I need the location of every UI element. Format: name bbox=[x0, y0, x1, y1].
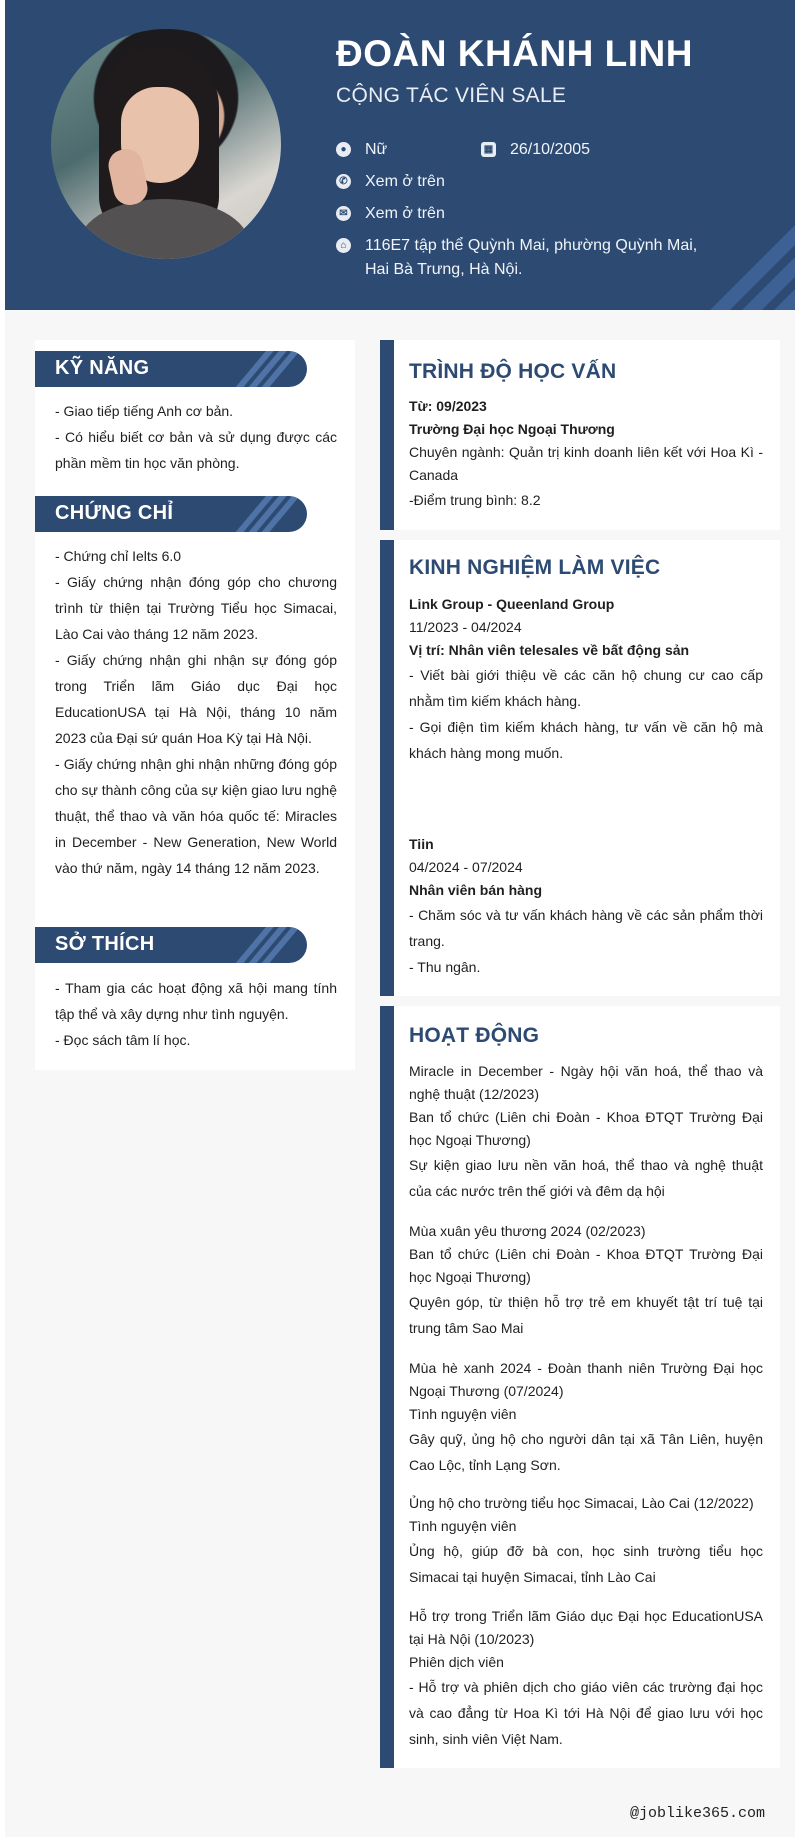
activity-role: Ban tổ chức (Liên chi Đoàn - Khoa ĐTQT Trường Đại học Ngoại Thương) bbox=[409, 1109, 763, 1148]
list-item: - Thu ngân. bbox=[409, 959, 481, 975]
list-item: - Chứng chỉ Ielts 6.0 bbox=[55, 548, 182, 564]
skills-heading: KỸ NĂNG bbox=[35, 351, 307, 387]
activity-item bbox=[409, 1357, 763, 1478]
certificates-list bbox=[55, 543, 337, 881]
activity-role: Ban tổ chức (Liên chi Đoàn - Khoa ĐTQT Trường Đại học Ngoại Thương) bbox=[409, 1246, 763, 1285]
activity-name: Mùa xuân yêu thương 2024 (02/2023) bbox=[409, 1223, 646, 1239]
activity-desc: - Hỗ trợ và phiên dịch cho giáo viên các trường đại học và cao đẳng từ Hoa Kì tới Hà Nội để giao lưu với học sinh, sinh viên Việt Nam. bbox=[409, 1679, 763, 1747]
address-line-1: 116E7 tập thể Quỳnh Mai, phường Quỳnh Mai, bbox=[365, 237, 698, 254]
education-school: Trường Đại học Ngoại Thương bbox=[409, 421, 615, 437]
list-item: - Giấy chứng nhận đóng góp cho chương trình từ thiện tại Trường Tiểu học Simacai, Lào Cai vào tháng 12 năm 2023. bbox=[55, 574, 337, 642]
birthdate-value: 26/10/2005 bbox=[510, 141, 591, 158]
cv-header bbox=[5, 0, 795, 310]
skills-list bbox=[55, 398, 337, 476]
activity-item bbox=[409, 1060, 763, 1204]
avatar bbox=[51, 29, 281, 259]
job-company: Link Group - Queenland Group bbox=[409, 596, 615, 612]
user-icon: ● bbox=[336, 142, 351, 157]
certificates-heading: CHỨNG CHỈ bbox=[35, 496, 307, 532]
job-duties bbox=[409, 662, 763, 766]
education-section bbox=[380, 340, 780, 530]
hobbies-list bbox=[55, 975, 337, 1053]
list-item: - Gọi điện tìm kiếm khách hàng, tư vấn về căn hộ mà khách hàng mong muốn. bbox=[409, 719, 763, 761]
activity-role: Tình nguyện viên bbox=[409, 1406, 517, 1422]
email-value: Xem ở trên bbox=[365, 205, 445, 222]
activity-item bbox=[409, 1220, 763, 1341]
phone-value: Xem ở trên bbox=[365, 173, 445, 190]
job-company: Tiin bbox=[409, 836, 434, 852]
cv-page bbox=[5, 0, 795, 1837]
list-item: - Đọc sách tâm lí học. bbox=[55, 1032, 191, 1048]
experience-title: KINH NGHIỆM LÀM VIỆC bbox=[409, 556, 661, 579]
activity-desc: Sự kiện giao lưu nền văn hoá, thể thao và nghệ thuật của các nước trên thế giới và đêm dạ hội bbox=[409, 1157, 763, 1199]
list-item: - Giấy chứng nhận ghi nhận những đóng góp cho sự thành công của sự kiện giao lưu nghệ thuật, thể thao và văn hóa quốc tế: Miracles in December - New Generation, New World vào thứ năm, ngày 14 tháng 12 năm 2023. bbox=[55, 756, 337, 876]
activity-item bbox=[409, 1605, 763, 1752]
mail-icon: ✉ bbox=[336, 206, 351, 221]
list-item: - Có hiểu biết cơ bản và sử dụng được các phần mềm tin học văn phòng. bbox=[55, 429, 337, 471]
phone-info bbox=[336, 170, 445, 194]
job-period: 11/2023 - 04/2024 bbox=[409, 619, 522, 635]
activities-section bbox=[380, 1006, 780, 1768]
job-period: 04/2024 - 07/2024 bbox=[409, 859, 523, 875]
education-major: Chuyên ngành: Quản trị kinh doanh liên kết với Hoa Kì - Canada bbox=[409, 444, 763, 483]
list-item: - Giấy chứng nhận ghi nhận sự đóng góp trong Triển lãm Giáo dục Đại học EducationUSA tại Hà Nội, tháng 10 năm 2023 của Đại sứ quán Hoa Kỳ tại Hà Nội. bbox=[55, 652, 337, 746]
candidate-role: CỘNG TÁC VIÊN SALE bbox=[336, 84, 567, 107]
phone-icon: ✆ bbox=[336, 174, 351, 189]
gender-info bbox=[336, 138, 387, 162]
candidate-name: ĐOÀN KHÁNH LINH bbox=[336, 33, 693, 74]
education-gpa: -Điểm trung bình: 8.2 bbox=[409, 492, 541, 508]
gender-value: Nữ bbox=[365, 141, 388, 158]
hobbies-heading: SỞ THÍCH bbox=[35, 927, 307, 963]
section-accent-bar bbox=[380, 540, 394, 996]
education-from: Từ: 09/2023 bbox=[409, 398, 487, 414]
list-item: - Chăm sóc và tư vấn khách hàng về các sản phẩm thời trang. bbox=[409, 907, 763, 949]
watermark: @joblike365.com bbox=[630, 1805, 766, 1822]
activity-name: Mùa hè xanh 2024 - Đoàn thanh niên Trường Đại học Ngoại Thương (07/2024) bbox=[409, 1360, 763, 1399]
job-position: Vị trí: Nhân viên telesales về bất động sản bbox=[409, 642, 690, 658]
list-item: - Tham gia các hoạt động xã hội mang tính tập thể và xây dựng như tình nguyện. bbox=[55, 980, 337, 1022]
activity-name: Hỗ trợ trong Triển lãm Giáo dục Đại học EducationUSA tại Hà Nội (10/2023) bbox=[409, 1608, 763, 1647]
list-item: - Viết bài giới thiệu về các căn hộ chung cư cao cấp nhằm tìm kiếm khách hàng. bbox=[409, 667, 763, 709]
section-accent-bar bbox=[380, 340, 394, 530]
section-accent-bar bbox=[380, 1006, 394, 1768]
activity-desc: Quyên góp, từ thiện hỗ trợ trẻ em khuyết tật trí tuệ tại trung tâm Sao Mai bbox=[409, 1294, 763, 1336]
activity-role: Phiên dịch viên bbox=[409, 1654, 504, 1670]
job-duties bbox=[409, 902, 763, 980]
calendar-icon: ▦ bbox=[481, 142, 496, 157]
list-item: - Giao tiếp tiếng Anh cơ bản. bbox=[55, 403, 234, 419]
activity-desc: Gây quỹ, ủng hộ cho người dân tại xã Tân Liên, huyện Cao Lộc, tỉnh Lạng Sơn. bbox=[409, 1431, 763, 1473]
education-title: TRÌNH ĐỘ HỌC VẤN bbox=[409, 360, 617, 383]
activities-title: HOẠT ĐỘNG bbox=[409, 1024, 540, 1047]
birthdate-info bbox=[481, 138, 590, 162]
address-value bbox=[365, 234, 697, 282]
home-icon: ⌂ bbox=[336, 238, 351, 253]
activity-item bbox=[409, 1492, 763, 1590]
job-position: Nhân viên bán hàng bbox=[409, 882, 543, 898]
activity-desc: Ủng hộ, giúp đỡ bà con, học sinh trường tiểu học Simacai tại huyện Simacai, tỉnh Lào Cai bbox=[409, 1543, 763, 1585]
address-line-2: Hai Bà Trưng, Hà Nội. bbox=[365, 261, 523, 278]
activity-name: Ủng hộ cho trường tiểu học Simacai, Lào Cai (12/2022) bbox=[409, 1495, 754, 1511]
activity-role: Tình nguyện viên bbox=[409, 1518, 517, 1534]
activity-name: Miracle in December - Ngày hội văn hoá, thể thao và nghệ thuật (12/2023) bbox=[409, 1063, 763, 1102]
experience-section bbox=[380, 540, 780, 996]
email-info bbox=[336, 202, 445, 226]
address-info bbox=[336, 234, 697, 282]
